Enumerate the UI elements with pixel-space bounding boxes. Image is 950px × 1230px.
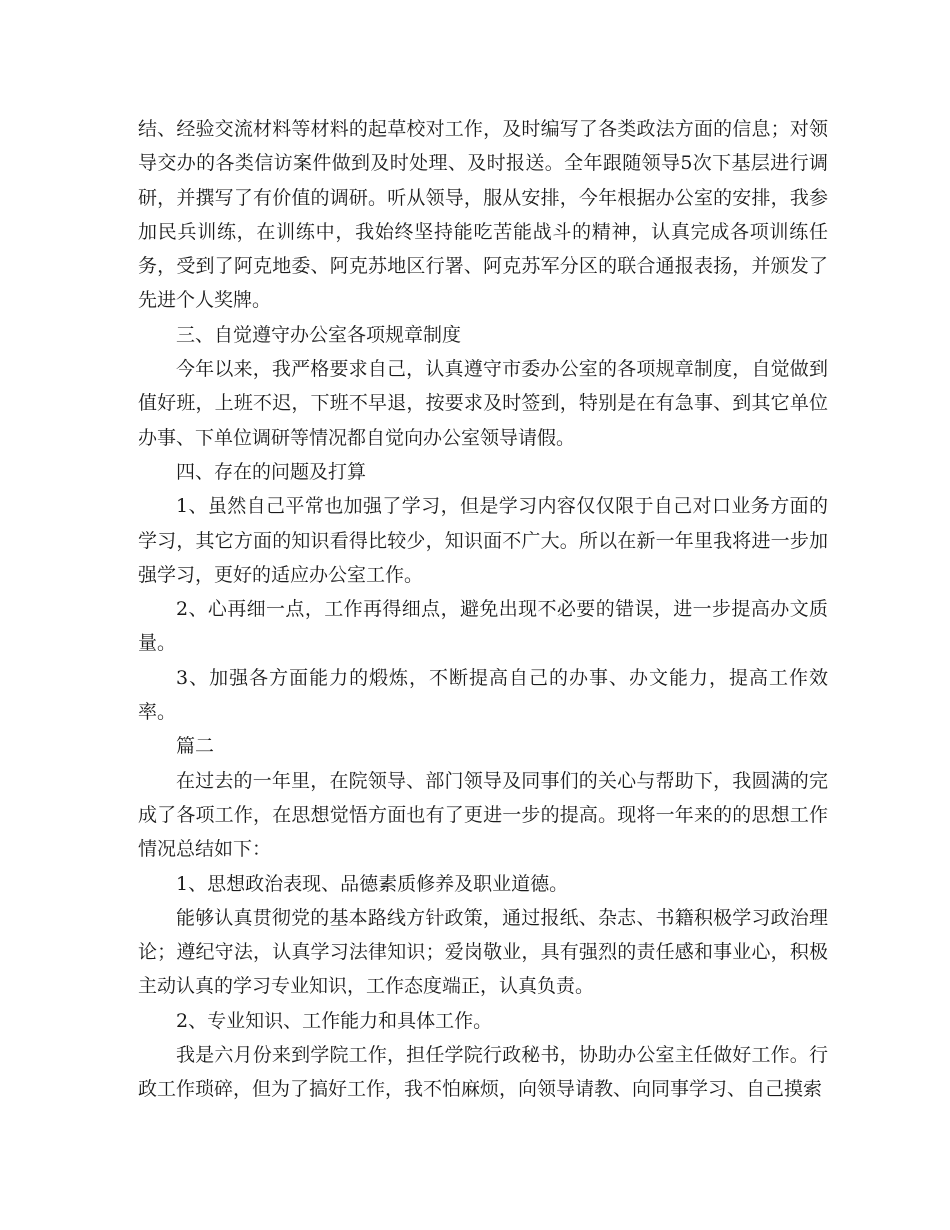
paragraph: 今年以来，我严格要求自己，认真遵守市委办公室的各项规章制度，自觉做到值好班，上班不迟，下班不早退，按要求及时签到，特别是在有急事、到其它单位办事、下单位调研等情况都自觉向办公室领导请假。 <box>138 358 828 449</box>
paragraph: 能够认真贯彻党的基本路线方针政策，通过报纸、杂志、书籍积极学习政治理论；遵纪守法，认真学习法律知识；爱岗敬业，具有强烈的责任感和事业心，积极主动认真的学习专业知识，工作态度端正，认真负责。 <box>138 906 828 998</box>
section-heading-three: 三、自觉遵守办公室各项规章制度 <box>176 323 462 346</box>
subheading-1: 1、思想政治表现、品德素质修养及职业道德。 <box>176 872 569 895</box>
paragraph: 在过去的一年里，在院领导、部门领导及同事们的关心与帮助下，我圆满的完成了各项工作，在思想觉悟方面也有了更进一步的提高。现将一年来的的思想工作情况总结如下： <box>138 769 828 861</box>
paragraph: 我是六月份来到学院工作，担任学院行政秘书，协助办公室主任做好工作。行政工作琐碎，但为了搞好工作，我不怕麻烦，向领导请教、向同事学习、自己摸索 <box>138 1044 828 1101</box>
subheading-2: 2、专业知识、工作能力和具体工作。 <box>176 1009 493 1032</box>
list-item-2: 2、心再细一点，工作再得细点，避免出现不必要的错误，进一步提高办文质量。 <box>138 598 828 655</box>
list-item-1: 1、虽然自己平常也加强了学习，但是学习内容仅仅限于自己对口业务方面的学习，其它方面的知识看得比较少，知识面不广大。所以在新一年里我将进一步加强学习，更好的适应办公室工作。 <box>138 495 828 586</box>
section-heading-four: 四、存在的问题及打算 <box>176 460 367 483</box>
part-heading: 篇二 <box>176 735 215 758</box>
document-body <box>138 112 828 1107</box>
list-item-3: 3、加强各方面能力的煅炼，不断提高自己的办事、办文能力，提高工作效率。 <box>138 666 828 724</box>
paragraph-continuation: 结、经验交流材料等材料的起草校对工作，及时编写了各类政法方面的信息；对领导交办的各类信访案件做到及时处理、及时报送。全年跟随领导5次下基层进行调研，并撰写了有价值的调研。听从领导，服从安排，今年根据办公室的安排，我参加民兵训练，在训练中，我始终坚持能吃苦能战斗的精神，认真完成各项训练任务，受到了阿克地委、阿克苏地区行署、阿克苏军分区的联合通报表扬，并颁发了先进个人奖牌。 <box>138 118 828 312</box>
